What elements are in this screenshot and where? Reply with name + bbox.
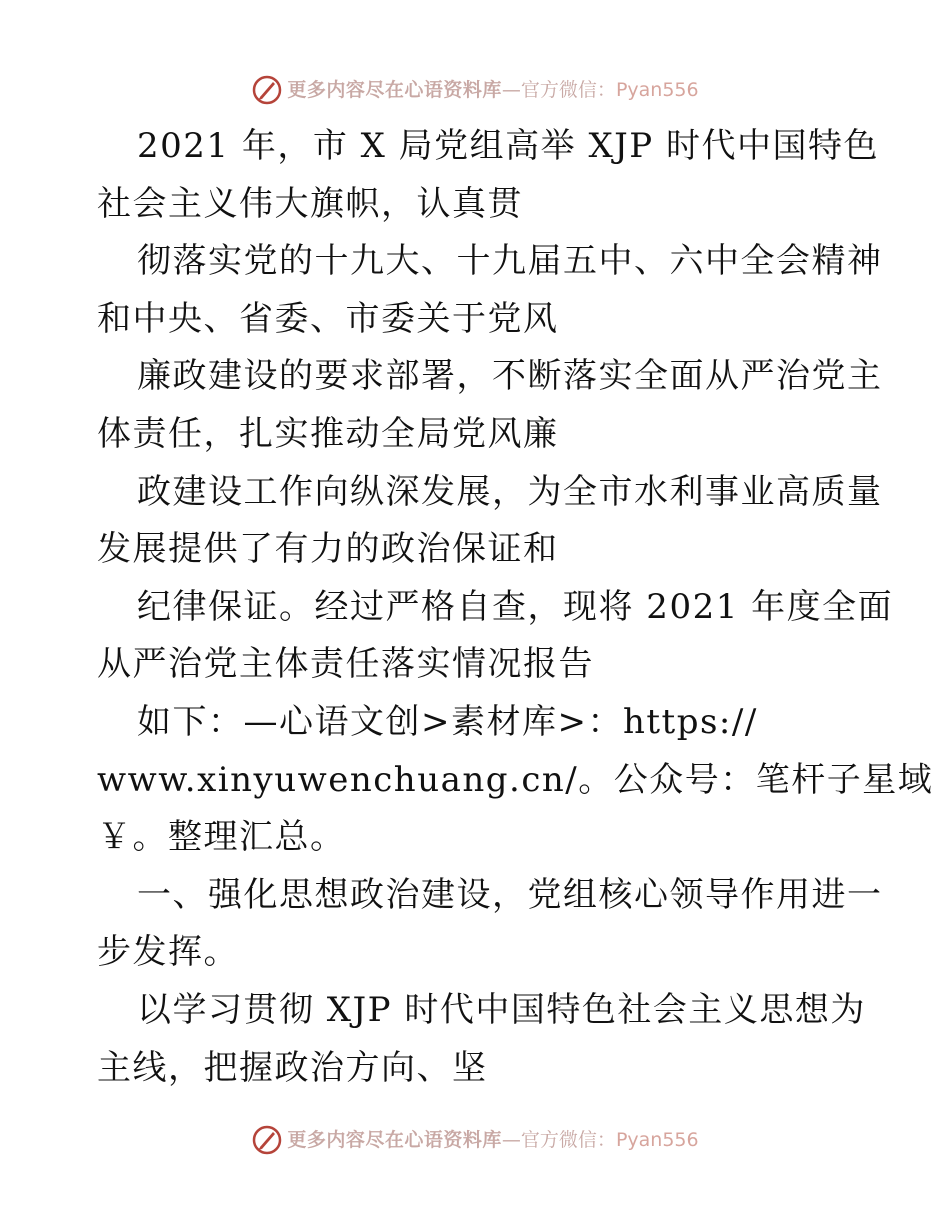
- header-watermark: [0, 74, 950, 106]
- watermark-brand: 更多内容尽在心语资料库: [287, 1128, 502, 1151]
- watermark-contact-id: Pyan556: [615, 78, 699, 101]
- text-line: 如下：—心语文创>素材库>：https://: [137, 701, 758, 742]
- text-line: 2021 年，市 X 局党组高举 XJP 时代中国特色: [137, 126, 879, 166]
- watermark-brand: 更多内容尽在心语资料库: [287, 78, 502, 101]
- watermark-contact-label: 官方微信：: [520, 1128, 616, 1151]
- text-line: 社会主义伟大旗帜，认真贯: [97, 183, 523, 224]
- watermark-contact-id: Pyan556: [615, 1128, 699, 1151]
- text-line: 政建设工作向纵深发展，为全市水利事业高质量: [137, 471, 883, 512]
- text-line: 从严治党主体责任落实情况报告: [97, 644, 594, 685]
- text-line: 纪律保证。经过严格自查，现将 2021 年度全面: [137, 586, 894, 627]
- watermark-contact-label: 官方微信：: [520, 78, 616, 101]
- quill-seal-icon: [251, 74, 283, 106]
- text-line: 步发挥。: [97, 932, 239, 973]
- document-body: [97, 118, 934, 1097]
- text-line: 廉政建设的要求部署，不断落实全面从严治党主: [137, 356, 883, 397]
- text-line: 以学习贯彻 XJP 时代中国特色社会主义思想为: [137, 989, 866, 1030]
- text-line: 体责任，扎实推动全局党风廉: [97, 413, 559, 454]
- watermark-separator: —: [501, 1128, 521, 1151]
- text-line: ￥。整理汇总。: [97, 817, 346, 858]
- text-line: 彻落实党的十九大、十九届五中、六中全会精神: [137, 241, 883, 282]
- text-line: 和中央、省委、市委关于党风: [97, 298, 559, 339]
- text-line: 主线，把握政治方向、坚: [97, 1047, 488, 1088]
- quill-seal-icon: [251, 1124, 283, 1156]
- footer-watermark: [0, 1124, 950, 1156]
- watermark-separator: —: [501, 78, 521, 101]
- text-line: 发展提供了有力的政治保证和: [97, 529, 559, 570]
- text-line: www.xinyuwenchuang.cn/。公众号：笔杆子星域: [97, 759, 934, 800]
- text-line: 一、强化思想政治建设，党组核心领导作用进一: [137, 874, 883, 915]
